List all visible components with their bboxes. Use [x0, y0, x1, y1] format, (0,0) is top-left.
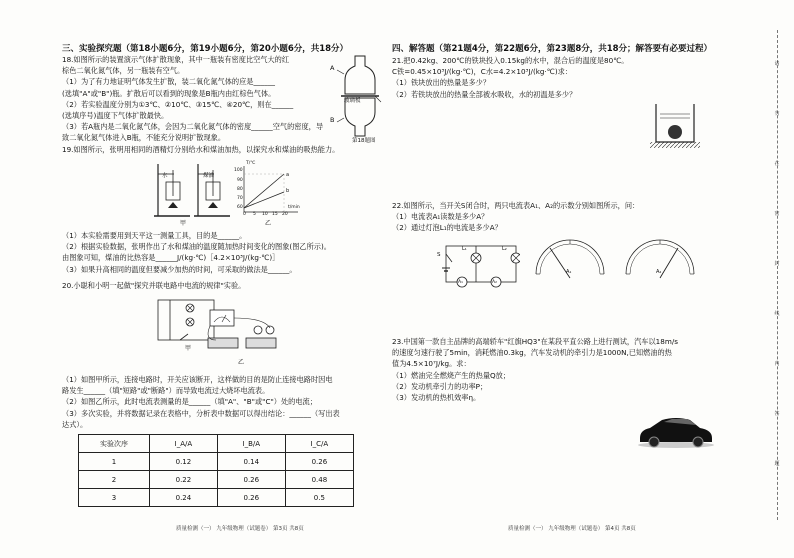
- q21-line: 21.把0.42kg、200℃的铁块投入0.15kg的水中，混合后的温度是80℃。: [392, 56, 629, 65]
- table-cell: 0.26: [285, 453, 353, 471]
- table-cell: 0.5: [285, 489, 353, 507]
- table-header-cell: 实验次序: [79, 435, 150, 453]
- binding-char: 线: [774, 311, 780, 317]
- fig19-x-tick: 15: [272, 212, 278, 217]
- footer-right: 质量检测（一） 九年级物理（试题卷） 第4页 共8页: [508, 526, 636, 532]
- ammeter-a2-label: A₂: [656, 269, 662, 275]
- fig19-y-tick: 100: [234, 168, 243, 173]
- experiment-table: [78, 434, 354, 507]
- q23-text: [392, 336, 678, 403]
- fig18-caption: 第18题图: [352, 138, 376, 144]
- q23-line: 值为4.5×10⁷J/kg。求：: [392, 359, 471, 369]
- q19-line: 由图象可知，煤油的比热容是______J/(kg·℃)［4.2×10³J/(kg·℃)］: [62, 253, 280, 263]
- q21-line: （2）若铁块放出的热量全部被水吸收，水的初温是多少？: [392, 89, 577, 99]
- fig19-series-b: b: [286, 188, 290, 194]
- fig22-switch-label: S: [437, 252, 441, 258]
- table-header-cell: I_C/A: [285, 435, 353, 453]
- q18-line: 18.如图所示的装置演示气体扩散现象，其中一瓶装有密度比空气大的红: [62, 55, 290, 64]
- q22-line: 22.如图所示，当开关S闭合时，两只电流表A₁、A₂的示数分别如图所示，问：: [392, 201, 640, 210]
- q23-line: （2）发动机牵引力的功率P；: [392, 381, 488, 391]
- table-cell: 0.48: [285, 471, 353, 489]
- binding-char: 在: [774, 161, 780, 167]
- q21-line: （1）铁块放出的热量是多少？: [392, 78, 491, 88]
- q18-line: 棕色二氧化氮气体，另一瓶装有空气。: [62, 66, 185, 76]
- q23-line: （1）燃油完全燃烧产生的热量Q放；: [392, 370, 511, 380]
- table-row: [79, 489, 354, 507]
- table-header-cell: I_A/A: [150, 435, 218, 453]
- q22-line: （2）通过灯泡L₁的电流是多少A？: [392, 223, 502, 233]
- fig19-y-tick: 60: [237, 205, 243, 210]
- table-cell: 0.22: [150, 471, 218, 489]
- fig18-label-b: B: [330, 116, 335, 124]
- q18-line: （2）若实验温度分别为①3℃、②10℃、③15℃、④20℃，则在______: [62, 99, 294, 109]
- binding-char: 答: [774, 411, 780, 417]
- fig18-plate-label: 玻璃板: [344, 98, 361, 104]
- section-title-right: 四、解答题（第21题4分，第22题6分，第23题8分，共18分；解答要有必要过程）: [392, 44, 713, 54]
- fig19-caption-left: 甲: [180, 220, 187, 227]
- q20-line: 路发生______（填"短路"或"断路"）而导致电流过大烧坏电流表。: [62, 386, 270, 396]
- figure-21-beaker: [650, 100, 700, 150]
- q18-line: （1）为了有力地证明气体发生扩散，装二氧化氮气体的应是______: [62, 77, 276, 87]
- q20-text: 20.小聪和小明一起做"探究并联电路中电流的规律"实验。: [62, 281, 246, 290]
- fig19-y-tick: 70: [237, 196, 243, 201]
- car-illustration: [636, 412, 716, 450]
- fig22-l1-label: L₁: [462, 246, 467, 252]
- figure-20-apparatus: [200, 308, 285, 358]
- q22-text: [392, 200, 639, 234]
- q20-line: （1）如图甲所示，连接电路时，开关应该断开，这样做的目的是防止连接电路时因电: [62, 375, 333, 384]
- q19-line: 19.如图所示，张明用相同的酒精灯分别给水和煤油加热，以探究水和煤油的吸热能力。: [62, 145, 340, 154]
- binding-char: 封: [774, 261, 780, 267]
- q18-text: [62, 54, 323, 144]
- fig19-water-label: 水: [162, 173, 168, 179]
- figure-22-circuit: [440, 240, 520, 290]
- table-cell: 0.12: [150, 453, 218, 471]
- q18-line: （3）若A瓶内是二氧化氮气体，会因为二氧化氮气体的密度______空气的密度，导: [62, 122, 324, 132]
- table-cell: 0.26: [217, 489, 285, 507]
- q21-line: C铁=0.45×10³J/(kg·℃)，C水=4.2×10³J/(kg·℃)求：: [392, 67, 573, 77]
- section-title-left: 三、实验探究题（第18小题6分，第19小题6分，第20小题6分，共18分）: [62, 44, 349, 54]
- q23-line: 23.中国第一款自主品牌的高端轿车"红旗HQ3"在某段平直公路上进行测试，汽车以18m/s: [392, 337, 678, 346]
- q23-line: （3）发动机的热机效率η。: [392, 393, 481, 403]
- q20-subquestions: [62, 374, 340, 430]
- fig22-a1-label: A₁: [458, 280, 463, 285]
- q18-line: (选填序号)温度下气体扩散最快。: [62, 111, 169, 121]
- fig19-caption-right: 乙: [265, 220, 272, 227]
- fig19-oil-label: 煤油: [203, 173, 215, 179]
- q19-line: （1）本实验需要用到天平这一测量工具，目的是______。: [62, 231, 247, 240]
- q19-subquestions: [62, 230, 331, 275]
- table-row: [79, 471, 354, 489]
- binding-line: [777, 30, 786, 520]
- binding-char: 勿: [774, 111, 780, 117]
- fig19-y-tick: 90: [237, 178, 243, 183]
- q18-line: 致二氧化氮气体进入B瓶，不能充分说明扩散现象。: [62, 133, 226, 143]
- footer-left: 质量检测（一） 九年级物理（试题卷） 第3页 共8页: [176, 526, 304, 532]
- figure-19-apparatus: [150, 160, 235, 220]
- table-cell: 0.14: [217, 453, 285, 471]
- binding-char: 密: [774, 211, 780, 217]
- q19-line: （3）如果升高相同的温度但要减少加热的时间，可采取的做法是______。: [62, 264, 297, 274]
- binding-char: 题: [774, 461, 780, 467]
- q20-line: （3）多次实验，并将数据记录在表格中，分析表中数据可以得出结论：______（写出表: [62, 408, 340, 418]
- q23-line: 的速度匀速行驶了5min，消耗燃油0.3kg，汽车发动机的牵引力是1000N,已知燃油的热: [392, 348, 672, 358]
- fig22-l2-label: L₂: [502, 246, 507, 252]
- fig20-caption-right: 乙: [238, 359, 245, 366]
- fig18-label-a: A: [330, 64, 335, 72]
- q21-text: [392, 55, 628, 100]
- table-cell: 1: [79, 453, 150, 471]
- table-cell: 2: [79, 471, 150, 489]
- table-header-cell: I_B/A: [217, 435, 285, 453]
- table-cell: 3: [79, 489, 150, 507]
- fig20-caption-left: 甲: [185, 345, 192, 352]
- q20-line: 达式）。: [62, 419, 88, 429]
- fig19-x-tick: 0: [243, 212, 246, 217]
- fig22-a2-label: A₂: [492, 280, 497, 285]
- ammeter-a1-label: A₁: [566, 269, 572, 275]
- q19-text: [62, 144, 339, 155]
- table-header-row: [79, 435, 354, 453]
- q20-line: （2）如图乙所示，此时电流表测量的是______（填"A"、"B"或"C"）处的电流；: [62, 397, 317, 407]
- q18-line: (选填"A"或"B")瓶。扩散后可以看到的现象是B瓶内由红棕色气体。: [62, 88, 276, 98]
- fig19-x-tick: 20: [282, 212, 288, 217]
- binding-char: 请: [774, 61, 780, 67]
- q19-line: （2）根据实验数据，张明作出了水和煤油的温度随加热时间变化的图象(图乙所示)。: [62, 242, 331, 252]
- fig19-x-tick: 5: [253, 212, 256, 217]
- binding-char: 内: [774, 361, 780, 367]
- fig19-y-unit: T/℃: [246, 161, 256, 166]
- fig19-x-unit: t/min: [288, 205, 300, 210]
- fig19-series-a: a: [286, 172, 290, 178]
- table-cell: 0.24: [150, 489, 218, 507]
- table-row: [79, 453, 354, 471]
- table-cell: 0.26: [217, 471, 285, 489]
- fig19-x-tick: 10: [262, 212, 268, 217]
- q22-line: （1）电流表A₁读数是多少A？: [392, 212, 489, 222]
- fig19-y-tick: 80: [237, 187, 243, 192]
